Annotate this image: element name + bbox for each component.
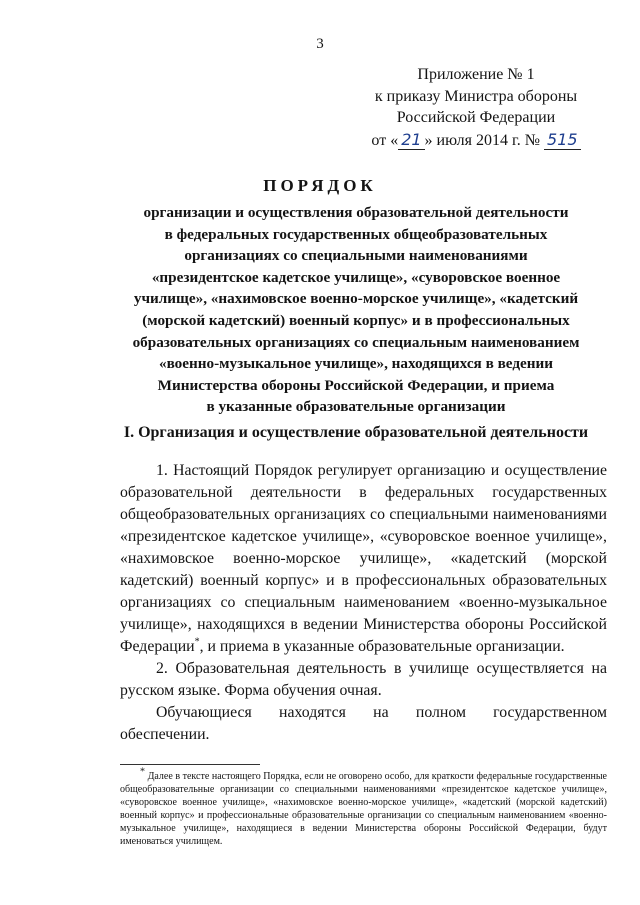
- subtitle-line: в указанные образовательные организации: [206, 398, 506, 416]
- date-middle: » июля 2014 г. №: [424, 131, 541, 149]
- body-text: [120, 460, 607, 746]
- subtitle-line: «президентское кадетское училище», «суворовское военное: [151, 268, 561, 286]
- footnote-mark: *: [140, 766, 145, 778]
- subtitle-line: училище», «нахимовское военно-морское училище», «кадетский: [133, 290, 579, 308]
- footnote-text: [120, 766, 607, 848]
- subtitle-line: «военно-музыкальное училище», находящихся в ведении: [158, 355, 553, 373]
- subtitle-line: (морской кадетский) военный корпус» и в профессиональных: [142, 311, 570, 329]
- subtitle-line: образовательных организациях со специальным наименованием: [132, 333, 580, 351]
- paragraph-1: [120, 460, 607, 658]
- paragraph-1-text-end: , и приема в указанные образовательные организации.: [199, 638, 565, 655]
- appendix-date-line: [356, 129, 596, 152]
- appendix-line-3: Российской Федерации: [396, 109, 556, 126]
- footnote-divider: [120, 764, 260, 765]
- subtitle-line: организации и осуществления образовательной деятельности: [143, 204, 569, 221]
- footnote: [120, 766, 607, 848]
- date-prefix: от «: [371, 131, 399, 149]
- handwritten-day: 21: [398, 130, 424, 150]
- subtitle-line: в федеральных государственных общеобразовательных: [164, 225, 548, 243]
- subtitle-line: Министерства обороны Российской Федерации, и приема: [157, 376, 555, 394]
- footnote-reference: *: [194, 636, 200, 648]
- appendix-line-2: к приказу Министра обороны: [374, 87, 578, 105]
- section-heading: I. Организация и осуществление образовательной деятельности: [123, 424, 589, 441]
- subtitle-line: организациях со специальными наименованиями: [184, 247, 528, 265]
- document-subtitle: [96, 202, 616, 418]
- document-title: ПОРЯДОК: [263, 176, 377, 195]
- appendix-line-1: Приложение № 1: [417, 66, 535, 83]
- paragraph-2: 2. Образовательная деятельность в училище осуществляется на русском языке. Форма обучения очная.: [120, 660, 607, 699]
- footnote-body: Далее в тексте настоящего Порядка, если не оговорено особо, для краткости федеральные государственные общеобразовательные организации со специальными наименованиями «президентское кадетское училище», «суворовское военное училище», «нахимовское военно-морское училище», «кадетский (морской кадетский) военный корпус» и профессиональные образовательные организации со специальным наименованием «военно-музыкальное училище», находящиеся в ведении Министерства обороны Российской Федерации, будут именоваться училищем.: [120, 771, 607, 847]
- handwritten-order-number: 515: [544, 130, 581, 150]
- paragraph-1-text: 1. Настоящий Порядок регулирует организацию и осуществление образовательной деятельности в федеральных государственных общеобразовательных организациях со специальными наименованиями «президентское кадетское училище», «суворовское военное училище», «нахимовское военно-морское училище», «кадетский (морской кадетский) военный корпус» и в профессиональных образовательных организациях со специальным наименованием «военно-музыкальное училище», находящихся в ведении Министерства обороны Российской Федерации: [120, 462, 607, 655]
- paragraph-3: Обучающиеся находятся на полном государственном обеспечении.: [120, 704, 607, 743]
- page-number: 3: [316, 36, 324, 52]
- appendix-header: [356, 64, 596, 151]
